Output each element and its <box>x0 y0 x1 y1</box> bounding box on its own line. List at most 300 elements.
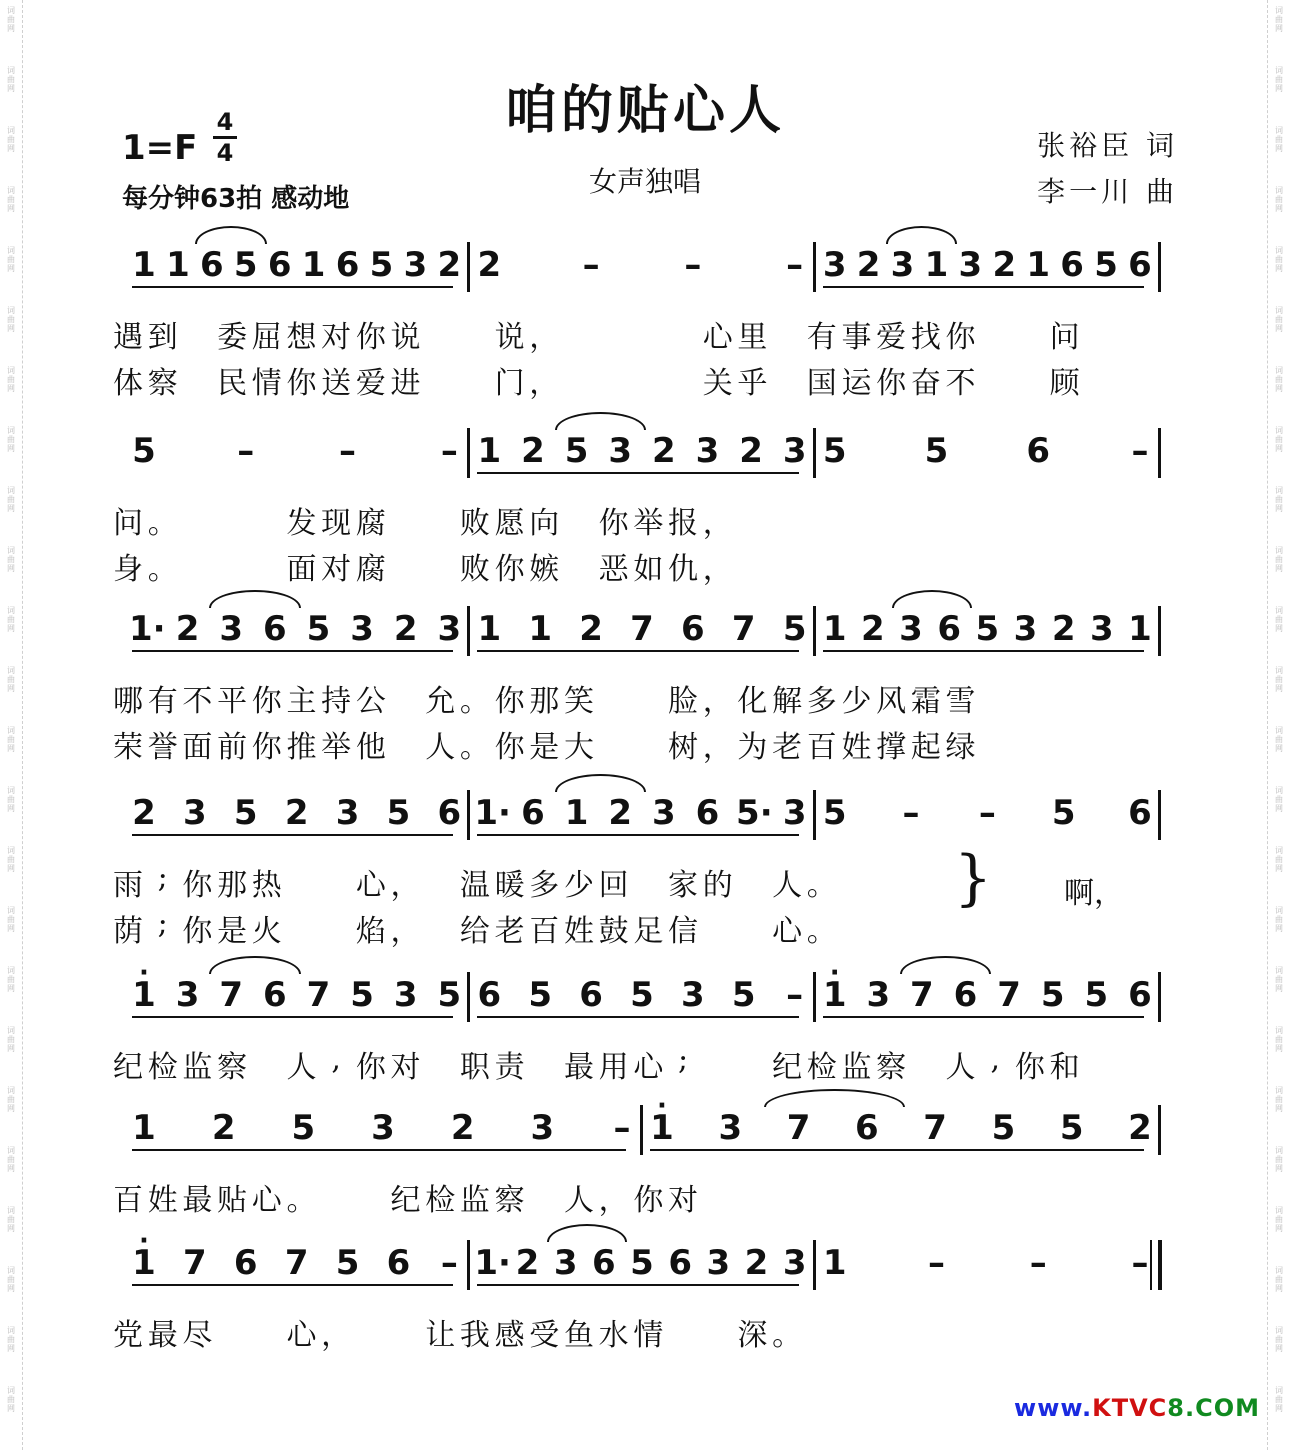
note: 1 <box>528 609 553 649</box>
lyric-char: 姓 <box>147 1183 178 1218</box>
note: 6 <box>1060 245 1084 285</box>
note: 6 <box>233 1243 258 1283</box>
lyric-char: 脸 <box>668 684 699 719</box>
lyric-char: 你 <box>494 684 525 719</box>
lyric-char: 心 <box>251 1183 282 1218</box>
lyric-char: 温 <box>459 868 490 903</box>
lyric-char: 那 <box>217 868 248 903</box>
side-watermark-text: 词 曲 网 <box>7 1266 15 1293</box>
lyric-char: ; <box>677 1042 689 1077</box>
dash-extension: – <box>613 1108 631 1148</box>
note: 5 <box>233 793 258 833</box>
lyric-char: 你 <box>355 320 386 355</box>
lyric-line <box>113 1310 1184 1356</box>
note: 2 <box>477 245 502 285</box>
note: 3 <box>183 793 207 833</box>
lyric-char: 。 <box>772 1318 803 1353</box>
lyric-char: 化 <box>737 684 768 719</box>
lyric-char: 水 <box>598 1318 629 1353</box>
side-watermark-text: 词 曲 网 <box>1275 846 1283 873</box>
note: 6 <box>437 793 462 833</box>
lyric-char: 你 <box>494 552 525 587</box>
lyric-char: 体 <box>113 366 143 401</box>
note: 3 <box>1013 609 1038 649</box>
lyric-char: 荫 <box>113 914 143 949</box>
note: 1 <box>1128 609 1152 649</box>
lyric-char: 多 <box>806 684 837 719</box>
lyric-char: 身 <box>113 552 143 587</box>
lyric-char: 的 <box>702 868 733 903</box>
note: 3 <box>530 1108 555 1148</box>
music-system <box>113 606 1184 768</box>
lyric-char: 顾 <box>1049 366 1080 401</box>
side-watermark-text: 词 曲 网 <box>7 66 15 93</box>
lyric-char: 你 <box>494 730 525 765</box>
lyric-char: 说 <box>494 320 525 355</box>
note: 5 <box>822 431 847 471</box>
side-watermark-text: 词 曲 网 <box>7 246 15 273</box>
dash-extension: – <box>339 431 357 471</box>
note: 5 <box>731 975 756 1015</box>
lyric-char: 。 <box>459 730 490 765</box>
note: 3 <box>553 1243 578 1283</box>
lyric-char: 给 <box>459 914 490 949</box>
note: 6 <box>591 1243 616 1283</box>
note: 7 <box>910 975 934 1015</box>
slur-arc <box>209 590 300 608</box>
lyric-char: 绿 <box>945 730 976 765</box>
note: 5 <box>630 1243 654 1283</box>
lyric-char: 到 <box>147 320 178 355</box>
lyric-line <box>113 722 1184 768</box>
lyric-char: 奋 <box>910 366 941 401</box>
dash-extension: – <box>978 793 996 833</box>
lyric-char: 那 <box>529 684 560 719</box>
side-watermark-text: 词 曲 网 <box>7 486 15 513</box>
lyric-char: 人 <box>945 1050 976 1085</box>
note: 2 <box>515 1243 540 1283</box>
lyric-char: 监 <box>459 1183 490 1218</box>
lyric-char: ; <box>157 860 168 895</box>
lyric-line <box>113 860 1184 906</box>
bar-line <box>467 972 470 1022</box>
lyric-char: ， <box>390 914 421 949</box>
note: 5 <box>291 1108 316 1148</box>
note: 6 <box>1128 793 1152 833</box>
lyric-char: 。 <box>459 684 490 719</box>
tempo-marking: 每分钟63拍 感动地 <box>122 184 350 214</box>
beam-line <box>132 1149 626 1151</box>
dash-extension: – <box>927 1243 945 1283</box>
note: 2 <box>579 609 603 649</box>
notation-row <box>118 242 1184 312</box>
side-watermark-text: 词 曲 网 <box>1275 546 1283 573</box>
side-watermark-text: 词 曲 网 <box>1275 306 1283 333</box>
lyric-char: 。 <box>806 914 837 949</box>
lyric-char: ， <box>702 552 733 587</box>
lyric-line <box>113 1042 1184 1088</box>
bar-line <box>813 972 816 1022</box>
music-system <box>113 242 1184 404</box>
lyric-char: 家 <box>668 868 699 903</box>
lyric-char: 察 <box>876 1050 907 1085</box>
lyric-char: 少 <box>841 684 872 719</box>
note: 6 <box>263 609 287 649</box>
note: 5 <box>975 609 1000 649</box>
lyric-char: 姓 <box>563 914 594 949</box>
lyric-char: 你 <box>945 320 976 355</box>
lyric-char: 推 <box>286 730 317 765</box>
lyric-char: 检 <box>425 1183 456 1218</box>
lyric-char: 面 <box>286 552 317 587</box>
lyric-char: 信 <box>668 914 699 949</box>
lyric-char: 百 <box>113 1183 143 1218</box>
lyric-char: ， <box>702 684 733 719</box>
lyric-char: 察 <box>217 1050 248 1085</box>
note: 3 <box>782 793 807 833</box>
lyric-char: 解 <box>772 684 803 719</box>
dash-extension: – <box>1131 1243 1149 1283</box>
side-watermark-text: 词 曲 网 <box>1275 366 1283 393</box>
note: 7 <box>306 975 331 1015</box>
note: 5 <box>306 609 331 649</box>
note: 3 <box>866 975 891 1015</box>
note: 1· <box>474 1243 511 1283</box>
lyric-char: 败 <box>459 552 490 587</box>
lyric-char: 你 <box>598 506 629 541</box>
lyric-char: 送 <box>321 366 352 401</box>
lyric-char: 说 <box>390 320 421 355</box>
lyric-char: 。 <box>147 506 178 541</box>
lyric-char: 纪 <box>113 1050 143 1085</box>
bar-line <box>1158 790 1161 840</box>
bar-line <box>467 242 470 292</box>
music-system <box>113 972 1184 1088</box>
lyric-char: ， <box>321 1318 352 1353</box>
note: 3 <box>890 245 915 285</box>
lyric-char: 不 <box>182 684 213 719</box>
lyric-char: 足 <box>633 914 664 949</box>
lyric-char: 鼓 <box>598 914 629 949</box>
composer-credit: 李一川 曲 <box>1037 175 1178 208</box>
lyric-char: 乎 <box>737 366 768 401</box>
note: 5 <box>630 975 654 1015</box>
lyric-char: ， <box>390 868 421 903</box>
side-watermark-text: 词 曲 网 <box>7 1326 15 1353</box>
side-watermark-text: 词 曲 网 <box>1275 486 1283 513</box>
bar-line <box>813 242 816 292</box>
note: 1 <box>477 431 502 471</box>
note: 2 <box>992 245 1017 285</box>
notation-row <box>118 428 1184 498</box>
lyric-char: 党 <box>113 1318 143 1353</box>
note: · 1 <box>129 1244 159 1282</box>
time-signature <box>212 108 238 167</box>
beam-line <box>132 1284 453 1286</box>
note: 2 <box>450 1108 475 1148</box>
lyric-char: 持 <box>321 684 352 719</box>
lyric-char: 职 <box>459 1050 490 1085</box>
beam-line <box>477 1016 798 1018</box>
notation-row <box>118 1240 1184 1310</box>
note: 6 <box>1026 431 1051 471</box>
time-signature-top: 4 <box>216 108 234 136</box>
note: 1 <box>822 1243 847 1283</box>
slur-arc <box>195 226 267 244</box>
dash-extension: – <box>237 431 255 471</box>
note: 3 <box>219 609 244 649</box>
music-system <box>113 1105 1184 1221</box>
lyric-char: 霜 <box>910 684 941 719</box>
note: 5 <box>233 245 258 285</box>
notation-row <box>118 972 1184 1042</box>
note: 6 <box>335 245 360 285</box>
lyric-char: 进 <box>390 366 421 401</box>
lyric-char: 心 <box>772 914 803 949</box>
lyric-char: 腐 <box>355 506 386 541</box>
lyric-char: 检 <box>147 1050 178 1085</box>
lyric-char: 对 <box>321 552 352 587</box>
note: 6 <box>477 975 502 1015</box>
note: 1 <box>132 1108 156 1148</box>
slur-arc <box>555 412 646 430</box>
note: · 1 <box>647 1109 677 1147</box>
side-watermark-text: 词 曲 网 <box>7 786 15 813</box>
beam-line <box>477 1284 798 1286</box>
lyric-char: 有 <box>147 684 178 719</box>
lyric-char: 察 <box>494 1183 525 1218</box>
lyric-brace: } <box>954 843 993 913</box>
lyric-char: 大 <box>563 730 594 765</box>
time-signature-bottom: 4 <box>216 139 234 167</box>
lyric-char: 。 <box>147 552 178 587</box>
lyric-char: 纪 <box>390 1183 421 1218</box>
lyric-char: 尽 <box>182 1318 213 1353</box>
note: 3 <box>437 609 462 649</box>
lyric-char: 公 <box>355 684 386 719</box>
lyric-char: 问 <box>1049 320 1080 355</box>
notation-row <box>118 606 1184 676</box>
lyric-char: 。 <box>806 868 837 903</box>
lyric-char: 事 <box>841 320 872 355</box>
side-watermark-text: 词 曲 网 <box>1275 1086 1283 1113</box>
lyric-char: 关 <box>702 366 733 401</box>
note: 6 <box>267 245 292 285</box>
beam-line <box>477 834 798 836</box>
lyric-char: 问 <box>113 506 143 541</box>
note: 6 <box>1128 245 1152 285</box>
note: 2 <box>651 431 676 471</box>
note: 6 <box>668 1243 692 1283</box>
music-system <box>113 790 1184 952</box>
note: 5 <box>132 431 156 471</box>
note: 6 <box>200 245 224 285</box>
lyric-char: 爱 <box>355 366 386 401</box>
note: 2 <box>1051 609 1076 649</box>
final-bar-line-thin <box>1150 1240 1152 1290</box>
note: 1 <box>822 609 847 649</box>
note: 7 <box>284 1243 309 1283</box>
dash-extension: – <box>902 793 920 833</box>
bar-line <box>1158 972 1161 1022</box>
note: 7 <box>219 975 244 1015</box>
note: 3 <box>718 1108 743 1148</box>
note: 5 <box>1040 975 1065 1015</box>
bar-line <box>1158 1105 1161 1155</box>
lyric-char: 爱 <box>876 320 907 355</box>
dash-extension: – <box>440 1243 458 1283</box>
lyric-char: 你 <box>251 730 282 765</box>
lyric-line <box>113 906 1184 952</box>
lyric-char: 找 <box>910 320 941 355</box>
slur-arc <box>209 956 300 974</box>
note: 5 <box>1094 245 1118 285</box>
note: 3 <box>822 245 847 285</box>
lyric-char: 门 <box>494 366 525 401</box>
note: 6 <box>521 793 545 833</box>
note: 3 <box>403 245 428 285</box>
notation-row <box>118 790 1184 860</box>
beam-line <box>477 650 798 652</box>
note: 2 <box>393 609 418 649</box>
note: 1 <box>132 245 156 285</box>
lyric-char: ， <box>702 730 733 765</box>
note: 7 <box>630 609 654 649</box>
note: 5 <box>1084 975 1109 1015</box>
note: 2 <box>856 245 881 285</box>
note: 1 <box>924 245 949 285</box>
lyric-char: 对 <box>390 1050 421 1085</box>
note: 3 <box>958 245 983 285</box>
slur-arc <box>555 774 646 792</box>
lyric-char: 向 <box>529 506 560 541</box>
note: 2 <box>437 245 462 285</box>
note: 6 <box>681 609 705 649</box>
lyric-char: 热 <box>251 868 282 903</box>
final-bar-line <box>1158 1240 1162 1290</box>
lyric-char: 人 <box>563 1183 594 1218</box>
note: 5 <box>437 975 462 1015</box>
lyric-char: 对 <box>668 1183 699 1218</box>
slur-arc <box>764 1089 905 1107</box>
note: 3 <box>371 1108 395 1148</box>
lyric-char: 百 <box>806 730 837 765</box>
note: 3 <box>899 609 923 649</box>
lyric-char: 监 <box>841 1050 872 1085</box>
lyric-char: 是 <box>529 730 560 765</box>
lyric-char: , <box>990 1042 1000 1077</box>
note: 1· <box>129 609 166 649</box>
beam-line <box>132 834 453 836</box>
beam-line <box>823 1016 1144 1018</box>
song-title: 咱的贴心人 <box>504 80 785 141</box>
note: 3 <box>1089 609 1114 649</box>
lyric-char: 我 <box>459 1318 490 1353</box>
note: 6 <box>1128 975 1152 1015</box>
lyric-char: ， <box>702 506 733 541</box>
lyric-char: 你 <box>633 1183 664 1218</box>
lyric-char: ， <box>529 320 560 355</box>
lyric-char: , <box>331 1042 341 1077</box>
site-watermark-part: www. <box>1014 1394 1093 1422</box>
lyric-line <box>113 1175 1184 1221</box>
bar-line <box>813 790 816 840</box>
note: 2 <box>739 431 763 471</box>
lyric-char: 贴 <box>217 1183 248 1218</box>
lyric-char: 你 <box>1014 1050 1045 1085</box>
beam-line <box>132 1016 453 1018</box>
side-watermark-text: 词 曲 网 <box>1275 1266 1283 1293</box>
side-watermark-text: 词 曲 网 <box>1275 66 1283 93</box>
slur-arc <box>547 1224 627 1242</box>
lyric-char: 你 <box>286 366 317 401</box>
note: 2 <box>1128 1108 1152 1148</box>
key-signature: 1=F <box>122 128 198 168</box>
lyric-char: 察 <box>147 366 178 401</box>
lyric-char: 少 <box>563 868 594 903</box>
note: 2 <box>284 793 309 833</box>
side-watermark-text: 词 曲 网 <box>7 846 15 873</box>
side-watermark-text: 词 曲 网 <box>7 1206 15 1233</box>
side-watermark-text: 词 曲 网 <box>1275 606 1283 633</box>
lyric-line <box>113 676 1184 722</box>
lyric-line <box>113 544 1184 590</box>
note: 5 <box>350 975 374 1015</box>
note: 5 <box>782 609 807 649</box>
lyric-char: 笑 <box>563 684 594 719</box>
lyric-line <box>113 312 1184 358</box>
lyric-char: 你 <box>182 914 213 949</box>
lyric-char: 责 <box>494 1050 525 1085</box>
note: 2 <box>521 431 545 471</box>
lyric-char: 他 <box>355 730 386 765</box>
bar-line <box>1158 242 1161 292</box>
lyric-char: 主 <box>286 684 317 719</box>
lyric-char: 老 <box>772 730 803 765</box>
bar-line <box>467 790 470 840</box>
left-margin-watermark <box>0 0 23 1450</box>
note: 2 <box>608 793 633 833</box>
lyric-char: 心 <box>286 1318 317 1353</box>
note: 3 <box>608 431 633 471</box>
music-system <box>113 1240 1184 1356</box>
side-watermark-text: 词 曲 网 <box>7 966 15 993</box>
side-watermark-text: 词 曲 网 <box>1275 246 1283 273</box>
lyric-char: 鱼 <box>563 1318 594 1353</box>
lyric-char: 最 <box>182 1183 213 1218</box>
note: 5 <box>528 975 553 1015</box>
note: 1 <box>477 609 502 649</box>
lyric-char: 不 <box>945 366 976 401</box>
dash-extension: – <box>582 245 600 285</box>
side-watermark-text: 词 曲 网 <box>7 1026 15 1053</box>
lyric-char: 平 <box>217 684 248 719</box>
lyric-char: 是 <box>217 914 248 949</box>
beam-line <box>132 286 453 288</box>
lyric-char: 心 <box>355 868 386 903</box>
note: 2 <box>175 609 200 649</box>
note: 7 <box>183 1243 207 1283</box>
lyric-char: 雪 <box>945 684 976 719</box>
performance-type: 女声独唱 <box>588 165 701 198</box>
dash-extension: – <box>786 975 804 1015</box>
lyric-char: 人 <box>286 1050 317 1085</box>
lyric-char: 多 <box>529 868 560 903</box>
bar-line <box>1158 428 1161 478</box>
note: 3 <box>681 975 705 1015</box>
lyric-char: 纪 <box>772 1050 803 1085</box>
lyric-line <box>113 498 1184 544</box>
